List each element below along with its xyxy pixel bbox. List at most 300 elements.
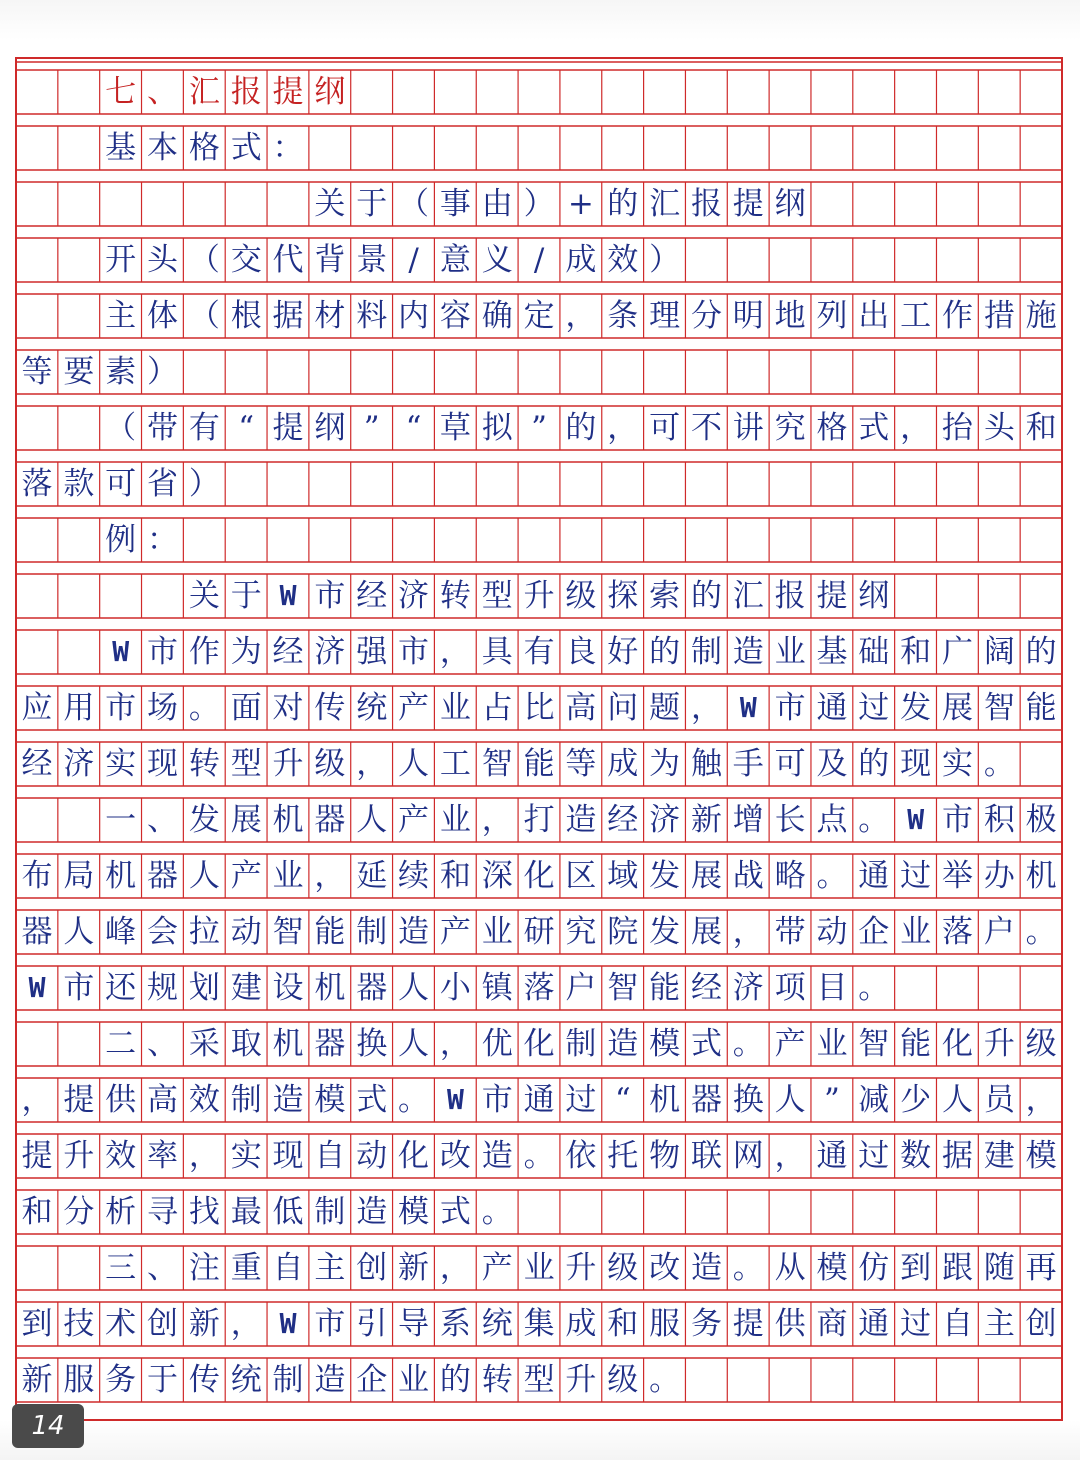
char-cell: 可 xyxy=(649,410,681,446)
char-cell: 、 xyxy=(147,802,179,838)
char-cell: “ xyxy=(614,1082,631,1118)
char-cell: 取 xyxy=(230,1026,262,1062)
char-cell: 头 xyxy=(983,410,1015,446)
char-cell: 务 xyxy=(690,1306,722,1342)
char-cell: 草 xyxy=(439,410,471,446)
char-cell: 传 xyxy=(188,1362,220,1398)
char-cell: 制 xyxy=(356,914,388,950)
char-cell: 智 xyxy=(858,1026,890,1062)
char-cell: 析 xyxy=(105,1194,137,1230)
char-cell: 能 xyxy=(523,746,555,782)
char-cell: 索 xyxy=(649,578,681,614)
char-cell: 模 xyxy=(816,1250,848,1286)
char-cell: 产 xyxy=(230,858,262,894)
char-cell: 域 xyxy=(607,858,639,894)
char-cell: 模 xyxy=(1025,1138,1057,1174)
char-cell: 会 xyxy=(147,914,179,950)
char-cell: 办 xyxy=(983,858,1015,894)
char-cell: （ xyxy=(105,410,137,446)
char-cell: 题 xyxy=(649,690,681,726)
char-cell: 统 xyxy=(356,690,388,726)
char-cell: 级 xyxy=(607,1250,639,1286)
char-cell: 和 xyxy=(439,858,471,894)
char-cell: 展 xyxy=(690,858,722,894)
char-cell: 可 xyxy=(105,466,137,502)
char-cell: 现 xyxy=(272,1138,304,1174)
char-cell: 人 xyxy=(63,914,95,950)
char-cell: 业 xyxy=(398,1362,430,1398)
char-cell: ） xyxy=(147,354,179,390)
char-cell: 业 xyxy=(439,690,471,726)
char-cell: 再 xyxy=(1025,1250,1057,1286)
char-cell: 提 xyxy=(272,74,304,110)
char-cell: 实 xyxy=(105,746,137,782)
char-cell: 础 xyxy=(858,634,890,670)
char-cell: 化 xyxy=(523,858,555,894)
char-cell: 器 xyxy=(314,1026,346,1062)
char-cell: 能 xyxy=(314,914,346,950)
char-cell: 级 xyxy=(1025,1026,1057,1062)
char-cell: 新 xyxy=(188,1306,220,1342)
char-cell: 升 xyxy=(63,1138,95,1174)
char-cell: ， xyxy=(565,298,597,334)
char-cell: 化 xyxy=(398,1138,430,1174)
char-cell: 深 xyxy=(481,858,513,894)
char-cell: 的 xyxy=(565,410,597,446)
char-cell: 级 xyxy=(314,746,346,782)
char-cell: 改 xyxy=(649,1250,681,1286)
char-cell: 代 xyxy=(272,242,304,278)
char-cell: 系 xyxy=(439,1306,471,1342)
char-cell: 寻 xyxy=(147,1194,179,1230)
char-cell: 展 xyxy=(941,690,973,726)
char-cell: 场 xyxy=(147,690,179,726)
char-cell: 能 xyxy=(649,970,681,1006)
char-cell: 例 xyxy=(105,522,137,558)
char-cell: 物 xyxy=(649,1138,681,1174)
char-cell: 市 xyxy=(481,1082,513,1118)
char-cell: 意 xyxy=(439,242,471,278)
char-cell: 。 xyxy=(858,970,890,1006)
char-cell: 经 xyxy=(356,578,388,614)
char-cell: 转 xyxy=(188,746,220,782)
char-cell: 的 xyxy=(607,186,639,222)
char-cell: ， xyxy=(1025,1082,1057,1118)
char-cell: 造 xyxy=(565,802,597,838)
char-cell: 。 xyxy=(523,1138,555,1174)
char-cell: 的 xyxy=(439,1362,471,1398)
char-cell: 的 xyxy=(1025,634,1057,670)
char-cell: 型 xyxy=(481,578,513,614)
char-cell: 器 xyxy=(21,914,53,950)
char-cell: 产 xyxy=(439,914,471,950)
char-cell: ， xyxy=(690,690,722,726)
char-cell: 提 xyxy=(816,578,848,614)
char-cell: ） xyxy=(649,242,681,278)
char-cell: 人 xyxy=(398,1026,430,1062)
char-cell: ” xyxy=(824,1082,840,1118)
char-cell: 抬 xyxy=(941,410,973,446)
char-cell: 为 xyxy=(230,634,262,670)
char-cell: 级 xyxy=(607,1362,639,1398)
char-cell: 续 xyxy=(398,858,430,894)
char-cell: 商 xyxy=(816,1306,848,1342)
char-cell: 纲 xyxy=(314,410,346,446)
char-cell: 自 xyxy=(941,1306,973,1342)
char-cell: 发 xyxy=(188,802,220,838)
char-cell: 创 xyxy=(147,1306,179,1342)
char-cell: 汇 xyxy=(188,74,220,110)
char-cell: 引 xyxy=(356,1306,388,1342)
char-cell: 升 xyxy=(565,1362,597,1398)
char-cell: 比 xyxy=(523,690,555,726)
char-cell: ： xyxy=(147,522,179,558)
char-cell: 的 xyxy=(649,634,681,670)
char-cell: 格 xyxy=(816,410,848,446)
char-cell: 。 xyxy=(649,1362,681,1398)
char-cell: 过 xyxy=(900,1306,932,1342)
char-cell: 级 xyxy=(565,578,597,614)
char-cell: 略 xyxy=(774,858,806,894)
char-cell: 人 xyxy=(941,1082,973,1118)
char-cell: 主 xyxy=(314,1250,346,1286)
char-cell: 市 xyxy=(147,634,179,670)
char-cell: 式 xyxy=(439,1194,471,1230)
char-cell: ， xyxy=(314,858,346,894)
char-cell: 通 xyxy=(816,690,848,726)
char-cell: 升 xyxy=(565,1250,597,1286)
char-cell: ， xyxy=(900,410,932,446)
char-cell: 依 xyxy=(565,1138,597,1174)
char-cell: 过 xyxy=(565,1082,597,1118)
char-cell: 。 xyxy=(816,858,848,894)
char-cell: 联 xyxy=(690,1138,722,1174)
char-cell: 七 xyxy=(105,74,137,110)
char-cell: 技 xyxy=(63,1306,95,1342)
char-cell: 济 xyxy=(314,634,346,670)
char-cell: 由 xyxy=(481,186,513,222)
char-cell: 经 xyxy=(690,970,722,1006)
char-cell: 事 xyxy=(439,186,471,222)
char-cell: 经 xyxy=(272,634,304,670)
char-cell: 于 xyxy=(147,1362,179,1398)
char-cell: 减 xyxy=(858,1082,890,1118)
char-cell: 项 xyxy=(774,970,806,1006)
char-cell: 手 xyxy=(732,746,764,782)
char-cell: W xyxy=(112,635,130,668)
char-cell: 改 xyxy=(439,1138,471,1174)
char-cell: 提 xyxy=(21,1138,53,1174)
char-cell: 头 xyxy=(147,242,179,278)
char-cell: 二 xyxy=(105,1026,137,1062)
char-cell: / xyxy=(533,242,545,278)
char-cell: 点 xyxy=(816,802,848,838)
char-cell: 发 xyxy=(649,858,681,894)
char-cell: 等 xyxy=(21,354,53,390)
char-cell: 对 xyxy=(272,690,304,726)
char-cell: 转 xyxy=(439,578,471,614)
char-cell: 机 xyxy=(272,1026,304,1062)
char-cell: 分 xyxy=(63,1194,95,1230)
char-cell: 低 xyxy=(272,1194,304,1230)
char-cell: 汇 xyxy=(649,186,681,222)
char-cell: 根 xyxy=(230,298,262,334)
char-cell: ， xyxy=(732,914,764,950)
char-cell: 。 xyxy=(398,1082,430,1118)
char-cell: 料 xyxy=(356,298,388,334)
char-cell: 动 xyxy=(230,914,262,950)
char-cell: 升 xyxy=(272,746,304,782)
char-cell: 效 xyxy=(607,242,639,278)
char-cell: 成 xyxy=(565,1306,597,1342)
char-cell: 过 xyxy=(858,690,890,726)
char-cell: 仿 xyxy=(858,1250,890,1286)
char-cell: 制 xyxy=(230,1082,262,1118)
char-cell: 务 xyxy=(105,1362,137,1398)
char-cell: 讲 xyxy=(732,410,764,446)
char-cell: + xyxy=(567,186,594,222)
char-cell: 重 xyxy=(230,1250,262,1286)
char-cell: ） xyxy=(523,186,555,222)
char-cell: 模 xyxy=(398,1194,430,1230)
char-cell: 建 xyxy=(983,1138,1015,1174)
char-cell: 。 xyxy=(732,1250,764,1286)
char-cell: 效 xyxy=(188,1082,220,1118)
char-cell: 换 xyxy=(732,1082,764,1118)
char-cell: 人 xyxy=(398,970,430,1006)
char-cell: 内 xyxy=(398,298,430,334)
char-cell: 主 xyxy=(105,298,137,334)
char-cell: 器 xyxy=(356,970,388,1006)
char-cell: 智 xyxy=(272,914,304,950)
char-cell: 素 xyxy=(105,354,137,390)
char-cell: 。 xyxy=(858,802,890,838)
char-cell: 型 xyxy=(523,1362,555,1398)
char-cell: 举 xyxy=(941,858,973,894)
char-cell: 实 xyxy=(230,1138,262,1174)
char-cell: W xyxy=(28,971,46,1004)
char-cell: 产 xyxy=(398,690,430,726)
char-cell: ， xyxy=(188,1138,220,1174)
char-cell: 高 xyxy=(565,690,597,726)
char-cell: 市 xyxy=(941,802,973,838)
char-cell: 效 xyxy=(105,1138,137,1174)
char-cell: 济 xyxy=(649,802,681,838)
char-cell: 传 xyxy=(314,690,346,726)
char-cell: 智 xyxy=(607,970,639,1006)
char-cell: 纲 xyxy=(858,578,890,614)
char-cell: 市 xyxy=(63,970,95,1006)
char-cell: 企 xyxy=(356,1362,388,1398)
char-cell: 院 xyxy=(607,914,639,950)
char-cell: ， xyxy=(230,1306,262,1342)
char-cell: 跟 xyxy=(941,1250,973,1286)
char-cell: 施 xyxy=(1025,298,1057,334)
char-cell: 制 xyxy=(272,1362,304,1398)
char-cell: 开 xyxy=(105,242,137,278)
char-cell: 可 xyxy=(774,746,806,782)
char-cell: 最 xyxy=(230,1194,262,1230)
char-cell: 到 xyxy=(900,1250,932,1286)
char-cell: 造 xyxy=(481,1138,513,1174)
char-cell: 主 xyxy=(983,1306,1015,1342)
char-cell: 成 xyxy=(607,746,639,782)
char-cell: ， xyxy=(607,410,639,446)
char-cell: 造 xyxy=(272,1082,304,1118)
char-cell: W xyxy=(446,1083,464,1116)
char-cell: 产 xyxy=(774,1026,806,1062)
char-cell: 智 xyxy=(983,690,1015,726)
char-cell: 业 xyxy=(481,914,513,950)
char-cell: 成 xyxy=(565,242,597,278)
char-cell: 造 xyxy=(607,1026,639,1062)
char-cell: 造 xyxy=(398,914,430,950)
char-cell: 好 xyxy=(607,634,639,670)
char-cell: 通 xyxy=(858,858,890,894)
char-cell: 现 xyxy=(147,746,179,782)
char-cell: 延 xyxy=(356,858,388,894)
char-cell: 基 xyxy=(816,634,848,670)
char-cell: 要 xyxy=(63,354,95,390)
char-cell: 动 xyxy=(356,1138,388,1174)
char-cell: 人 xyxy=(774,1082,806,1118)
char-cell: 采 xyxy=(188,1026,220,1062)
char-cell: 市 xyxy=(774,690,806,726)
char-cell: 问 xyxy=(607,690,639,726)
char-cell: ， xyxy=(774,1138,806,1174)
char-cell: 器 xyxy=(147,858,179,894)
char-cell: 造 xyxy=(314,1362,346,1398)
char-cell: 定 xyxy=(523,298,555,334)
char-cell: 纲 xyxy=(314,74,346,110)
char-cell: 研 xyxy=(523,914,555,950)
char-cell: 报 xyxy=(690,186,722,222)
char-cell: 机 xyxy=(649,1082,681,1118)
char-cell: 业 xyxy=(439,802,471,838)
char-cell: “ xyxy=(405,410,422,446)
char-cell: 地 xyxy=(774,298,806,334)
char-cell: 服 xyxy=(649,1306,681,1342)
char-cell: 机 xyxy=(314,970,346,1006)
char-cell: 的 xyxy=(858,746,890,782)
char-cell: 人 xyxy=(188,858,220,894)
char-cell: 关 xyxy=(314,186,346,222)
char-cell: ： xyxy=(272,130,304,166)
char-cell: 展 xyxy=(690,914,722,950)
char-cell: 和 xyxy=(607,1306,639,1342)
char-cell: 市 xyxy=(314,1306,346,1342)
char-cell: 自 xyxy=(272,1250,304,1286)
char-cell: 应 xyxy=(21,690,53,726)
char-cell: 背 xyxy=(314,242,346,278)
char-cell: 阔 xyxy=(983,634,1015,670)
char-cell: （ xyxy=(398,186,430,222)
char-cell: 现 xyxy=(900,746,932,782)
char-cell: 制 xyxy=(565,1026,597,1062)
char-cell: 式 xyxy=(858,410,890,446)
char-cell: 企 xyxy=(858,914,890,950)
char-cell: 造 xyxy=(356,1194,388,1230)
char-cell: 业 xyxy=(816,1026,848,1062)
char-cell: 户 xyxy=(565,970,597,1006)
char-cell: 业 xyxy=(272,858,304,894)
char-cell: 济 xyxy=(398,578,430,614)
char-cell: 。 xyxy=(1025,914,1057,950)
char-cell: ） xyxy=(188,466,220,502)
char-cell: ， xyxy=(481,802,513,838)
char-cell: 过 xyxy=(900,858,932,894)
char-cell: 转 xyxy=(481,1362,513,1398)
char-cell: 经 xyxy=(607,802,639,838)
char-cell: 统 xyxy=(481,1306,513,1342)
char-cell: 提 xyxy=(732,186,764,222)
char-cell: 器 xyxy=(690,1082,722,1118)
char-cell: 能 xyxy=(900,1026,932,1062)
char-cell: 造 xyxy=(732,634,764,670)
char-cell: 列 xyxy=(816,298,848,334)
char-cell: 提 xyxy=(272,410,304,446)
char-cell: 汇 xyxy=(732,578,764,614)
char-cell: 探 xyxy=(607,578,639,614)
char-cell: ， xyxy=(439,1026,471,1062)
char-cell: 容 xyxy=(439,298,471,334)
char-cell: 新 xyxy=(690,802,722,838)
char-cell: 市 xyxy=(105,690,137,726)
char-cell: 战 xyxy=(732,858,764,894)
char-cell: ， xyxy=(439,1250,471,1286)
char-cell: 高 xyxy=(147,1082,179,1118)
char-cell: 触 xyxy=(690,746,722,782)
char-cell: 划 xyxy=(188,970,220,1006)
char-cell: 产 xyxy=(398,802,430,838)
char-cell: 占 xyxy=(481,690,513,726)
char-cell: 建 xyxy=(230,970,262,1006)
char-cell: 智 xyxy=(481,746,513,782)
char-cell: 设 xyxy=(272,970,304,1006)
char-cell: W xyxy=(279,579,297,612)
char-cell: 服 xyxy=(63,1362,95,1398)
char-cell: 省 xyxy=(147,466,179,502)
char-cell: 格 xyxy=(188,130,220,166)
char-cell: “ xyxy=(238,410,255,446)
char-cell: 于 xyxy=(230,578,262,614)
char-cell: 集 xyxy=(523,1306,555,1342)
char-cell: 。 xyxy=(188,690,220,726)
char-cell: 能 xyxy=(1025,690,1057,726)
char-cell: 确 xyxy=(481,298,513,334)
char-cell: 分 xyxy=(690,298,722,334)
char-cell: 体 xyxy=(147,298,179,334)
char-cell: 不 xyxy=(690,410,722,446)
char-cell: 为 xyxy=(649,746,681,782)
char-cell: 规 xyxy=(147,970,179,1006)
char-cell: 机 xyxy=(105,858,137,894)
char-cell: 、 xyxy=(147,1250,179,1286)
char-cell: 导 xyxy=(398,1306,430,1342)
char-cell: 布 xyxy=(21,858,53,894)
char-cell: 款 xyxy=(63,466,95,502)
char-cell: 市 xyxy=(398,634,430,670)
char-cell: 新 xyxy=(21,1362,53,1398)
char-cell: 三 xyxy=(105,1250,137,1286)
char-cell: 等 xyxy=(565,746,597,782)
char-cell: 及 xyxy=(816,746,848,782)
char-cell: 术 xyxy=(105,1306,137,1342)
char-cell: 创 xyxy=(1025,1306,1057,1342)
char-cell: 到 xyxy=(21,1306,53,1342)
char-cell: 机 xyxy=(272,802,304,838)
char-cell: 市 xyxy=(314,578,346,614)
